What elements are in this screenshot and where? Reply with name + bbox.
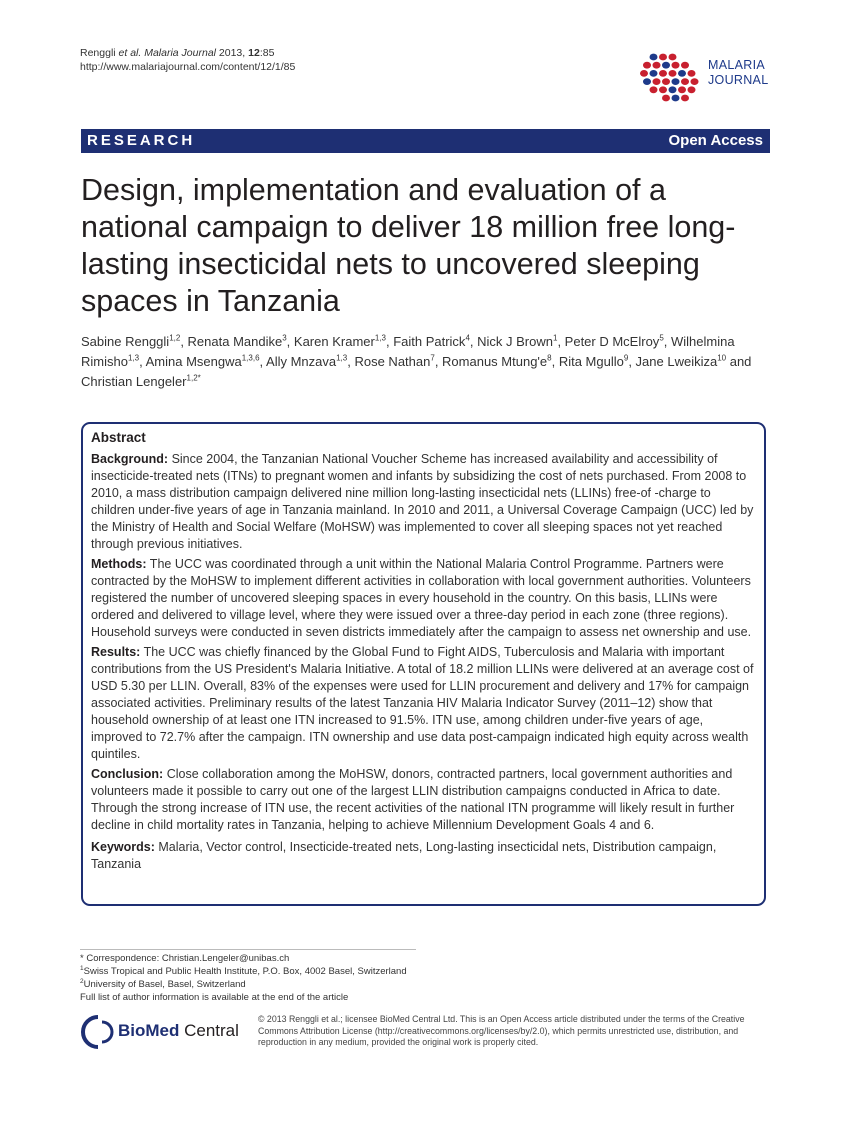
author-name: Sabine Renggli <box>81 334 170 349</box>
logo-dot <box>650 70 658 77</box>
affiliation-1: $^1$Swiss Tropical and Public Health Institute, P.O. Box, 4002 Basel, Switzerland <box>80 964 407 977</box>
author-affiliation: 5 <box>659 333 664 343</box>
logo-dot <box>669 70 677 77</box>
logo-dot <box>688 70 696 77</box>
author-name: Nick J Brown <box>477 334 553 349</box>
journal-name: MALARIA JOURNAL <box>708 58 769 87</box>
full-list-note: Full list of author information is available at the end of the article <box>80 992 349 1003</box>
author-affiliation: 4 <box>465 333 470 343</box>
author-name: Romanus Mtung'e <box>442 354 548 369</box>
citation-line: Renggli et al. Malaria Journal 2013, 12:85 <box>80 47 275 59</box>
logo-dot <box>672 78 680 85</box>
logo-dot <box>669 54 677 61</box>
logo-dot <box>653 78 661 85</box>
author-affiliation: 1 <box>552 333 558 343</box>
logo-dot <box>672 95 680 102</box>
author-name: Ally Mnzava <box>266 354 337 369</box>
malaria-journal-logo <box>636 52 776 104</box>
author-affiliation: 10 <box>717 353 727 363</box>
abstract-methods: Methods: The UCC was coordinated through a unit within the National Malaria Control Programme. Partners were contracted by the MoHSW to implement different activities in collaboration with local government authorities. Volunteers registered the number of uncovered sleeping spaces in every household in the country. On this basis, LLINs were ordered and delivered to village level, where they were issued over a three-day period in each zone (three regions). Household surveys were conducted in seven districts immediately after the campaign to assess net ownership and use. <box>91 557 752 639</box>
author-name: Faith Patrick <box>393 334 466 349</box>
author-name: Wilhelmina Rimisho <box>81 334 735 369</box>
author-list: Sabine Renggli$^{1,2}$, Renata Mandike$^3$, Karen Kramer$^{1,3}$, Faith Patrick$^4$, Nick J Brown$^1$, Peter D McElroy$^5$, Wilhelmina Rimisho$^{1,3}$, Amina Msengwa$^{1,3,6}$, Ally Mnzava$^{1,3}$, Rose Nathan$^7$, Romanus $Mtung'e^8$, Rita Mgullo$^9$, Jane Lweikiza$^{10}$ and Christian Lengeler$^{1,2*}$ <box>81 333 752 389</box>
author-name: Amina Msengwa <box>145 354 242 369</box>
article-url[interactable]: http://www.malariajournal.com/content/12/1/85 <box>80 61 296 73</box>
logo-dot <box>662 78 670 85</box>
author-affiliation: 1,3 <box>374 333 386 343</box>
author-name: Jane Lweikiza <box>635 354 718 369</box>
author-affiliation: 9 <box>623 353 629 363</box>
publisher-name: BioMed Central <box>118 1021 239 1040</box>
open-access-label: Open Access <box>668 132 763 149</box>
logo-dot <box>691 78 699 85</box>
author-name: Rose Nathan <box>354 354 431 369</box>
article-title: Design, implementation and evaluation of a national campaign to deliver 18 million free long-lasting insecticidal nets to uncovered sleeping spaces in Tanzania <box>81 173 736 318</box>
author-name: Peter D McElroy <box>564 334 660 349</box>
biomed-central-logo <box>80 1014 255 1050</box>
author-affiliation: 3 <box>282 333 287 343</box>
logo-dot <box>659 70 667 77</box>
author-name: Renata Mandike <box>187 334 283 349</box>
affiliation-2: $^2$University of Basel, Basel, Switzerland <box>80 977 246 990</box>
logo-dot <box>643 62 651 69</box>
author-affiliation: 8 <box>547 353 552 363</box>
correspondence[interactable]: * Correspondence: Christian.Lengeler@unibas.ch <box>80 953 290 964</box>
author-affiliation: 1,3,6 <box>241 353 260 363</box>
logo-dot <box>681 95 689 102</box>
logo-dot <box>681 78 689 85</box>
abstract-conclusion: Conclusion: Close collaboration among the MoHSW, donors, contracted partners, local government authorities and volunteers made it possible to carry out one of the largest LLIN distribution campaigns conducted in Africa to date. Through the strong increase of ITN use, the recent activities of the national ITN programme will likely result in further decline in child mortality rates in Tanzania, helping to achieve Millennium Development Goals 4 and 6. <box>91 767 735 832</box>
author-affiliation: 1,2* <box>186 373 201 383</box>
logo-dot <box>681 62 689 69</box>
abstract-background: Background: Since 2004, the Tanzanian National Voucher Scheme has increased availability and accessibility of insecticide-treated nets (ITNs) to pregnant women and infants by subsidizing the cost of nets purchased. From 2008 to 2010, a mass distribution campaign delivered nine million long-lasting insecticidal nets (LLINs) free-of -charge to children under-five years of age in Tanzania mainland. In 2010 and 2011, a Universal Coverage Campaign (UCC) led by the Ministry of Health and Social Welfare (MoHSW) was implemented to cover all sleeping spaces not yet reached through previous initiatives. <box>91 452 754 551</box>
logo-dot <box>672 62 680 69</box>
author-name: Karen Kramer <box>293 334 375 349</box>
article-type-label: RESEARCH <box>87 132 196 149</box>
license-text: © 2013 Renggli et al.; licensee BioMed Central Ltd. This is an Open Access article distributed under the terms of the Creative Commons Attribution License (http://creativecommons.org/licenses/by/2.0), which permits unrestricted use, distribution, and reproduction in any medium, provided the original work is properly cited. <box>258 1014 745 1047</box>
logo-dot <box>650 54 658 61</box>
logo-dot <box>678 86 686 93</box>
abstract-results: Results: The UCC was chiefly financed by the Global Fund to Fight AIDS, Tuberculosis and Malaria with important contributions from the US President's Malaria Initiative. A total of 18.2 million LLINs were delivered at an average cost of USD 5.30 per LLIN. Overall, 83% of the expenses were used for LLIN procurement and delivery and 17% for campaign associated activities. Preliminary results of the latest Tanzania HIV Malaria Indicator Survey (2011–12) show that household ownership of at least one ITN increased to 91.5%. ITN use, among children under-five years of age, improved to 72.7% after the campaign. ITN ownership and use data post-campaign indicated high equity across wealth quintiles. <box>91 645 754 761</box>
author-name: Rita Mgullo <box>558 354 624 369</box>
footnote-divider <box>80 949 416 950</box>
logo-dot <box>659 86 667 93</box>
biomed-central-icon <box>80 1014 116 1050</box>
abstract-box <box>81 422 766 906</box>
abstract-heading: Abstract <box>91 430 146 445</box>
logo-dot <box>678 70 686 77</box>
logo-dot <box>659 54 667 61</box>
logo-dot <box>669 86 677 93</box>
article-type-banner <box>81 129 770 153</box>
mosquito-net-icon <box>636 52 706 104</box>
citation-header <box>80 46 295 74</box>
footnotes <box>80 952 500 1004</box>
logo-dot <box>662 62 670 69</box>
author-affiliation: 1,2 <box>169 333 181 343</box>
logo-dot <box>688 86 696 93</box>
logo-dot <box>640 70 648 77</box>
logo-dot <box>650 86 658 93</box>
author-affiliation: 1,3 <box>336 353 348 363</box>
logo-dot <box>643 78 651 85</box>
abstract-keywords: Keywords: Malaria, Vector control, Insecticide-treated nets, Long-lasting insecticidal nets, Distribution campaign, Tanzania <box>91 840 717 871</box>
author-affiliation: 7 <box>430 353 435 363</box>
author-name: Christian Lengeler <box>81 374 187 389</box>
logo-dot <box>662 95 670 102</box>
author-affiliation: 1,3 <box>127 353 140 363</box>
logo-dot <box>653 62 661 69</box>
